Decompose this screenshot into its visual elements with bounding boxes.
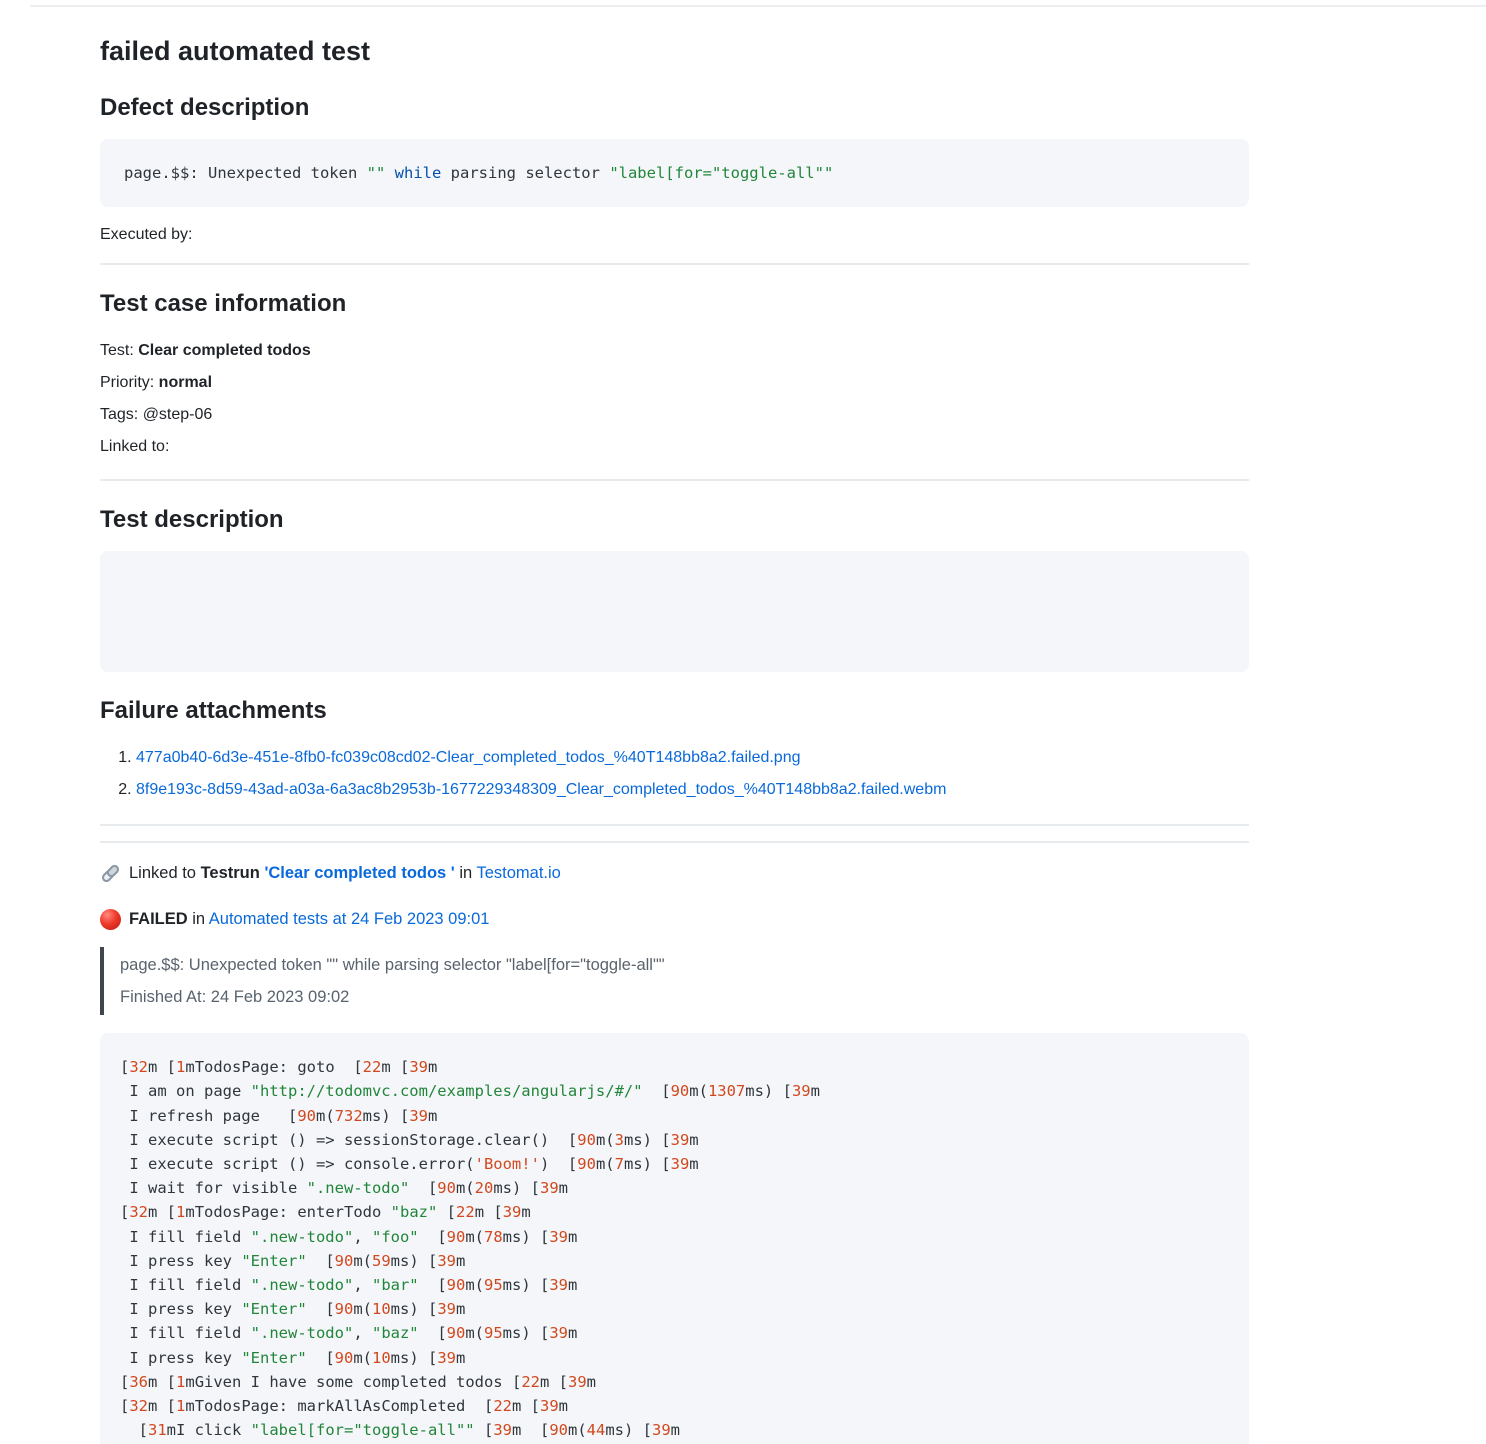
- code-segment: ,: [353, 1324, 372, 1343]
- error-blockquote: [100, 947, 1249, 1015]
- code-segment: 32: [129, 1058, 149, 1077]
- code-segment: [: [642, 1082, 671, 1101]
- code-segment: 1: [176, 1058, 186, 1077]
- code-segment: m [: [511, 1396, 540, 1415]
- code-segment: I press key: [120, 1348, 242, 1367]
- testomat-link[interactable]: Testomat.io: [476, 864, 561, 883]
- code-segment: I am on page: [120, 1082, 251, 1101]
- info-value: @step-06: [142, 406, 213, 424]
- test-case-info: [100, 335, 1249, 463]
- code-segment: m [: [148, 1203, 177, 1222]
- terminal-line: [120, 1297, 1229, 1321]
- terminal-output-block: [100, 1033, 1249, 1444]
- code-segment: 10: [372, 1300, 391, 1319]
- testrun-link[interactable]: 'Clear completed todos ': [264, 864, 455, 883]
- code-segment: 1307: [707, 1082, 746, 1101]
- finished-at: Finished At: 24 Feb 2023 09:02: [120, 988, 350, 1007]
- code-segment: 39: [652, 1421, 671, 1440]
- attachment-item: [136, 742, 1249, 774]
- code-segment: mTodosPage: goto [: [185, 1058, 363, 1077]
- code-segment: m [: [511, 1421, 550, 1440]
- section-divider: [100, 841, 1249, 843]
- info-value: normal: [158, 374, 213, 392]
- code-segment: [: [409, 1179, 438, 1198]
- code-segment: 39: [493, 1421, 512, 1440]
- code-segment: 732: [334, 1106, 363, 1125]
- code-segment: m: [810, 1082, 820, 1101]
- attachment-item: [136, 774, 1249, 806]
- test-case-info-heading: Test case information: [100, 290, 347, 318]
- code-segment: m(: [689, 1082, 708, 1101]
- code-segment: 10: [372, 1348, 391, 1367]
- code-segment: 39: [539, 1179, 559, 1198]
- code-segment: m: [689, 1130, 699, 1149]
- code-segment: "Enter": [241, 1251, 307, 1270]
- code-segment: 39: [549, 1227, 569, 1246]
- code-segment: I fill field: [120, 1324, 251, 1343]
- code-segment: [: [418, 1275, 447, 1294]
- code-segment: m(: [315, 1106, 335, 1125]
- executed-by-label: Executed by:: [100, 226, 193, 244]
- code-segment: ) [: [539, 1154, 578, 1173]
- code-segment: "Enter": [241, 1300, 307, 1319]
- code-segment: m [: [148, 1058, 177, 1077]
- code-segment: 39: [670, 1130, 690, 1149]
- code-segment: m [: [148, 1372, 177, 1391]
- terminal-line: [120, 1128, 1229, 1152]
- code-segment: "label[for="toggle-all"": [250, 1421, 475, 1440]
- code-segment: m: [456, 1300, 466, 1319]
- terminal-line: [120, 1104, 1229, 1128]
- attachment-link[interactable]: 477a0b40-6d3e-451e-8fb0-fc039c08cd02-Clear_completed_todos_%40T148bb8a2.failed.png: [136, 749, 801, 767]
- code-segment: 39: [670, 1154, 690, 1173]
- code-segment: page.$$: Unexpected token: [124, 164, 367, 183]
- code-segment: I fill field: [120, 1275, 251, 1294]
- terminal-line: [120, 1346, 1229, 1370]
- code-segment: ms) [: [390, 1251, 438, 1270]
- code-segment: m: [568, 1227, 578, 1246]
- terminal-line: [120, 1249, 1229, 1273]
- code-segment: "baz": [390, 1203, 438, 1222]
- defect-description-heading: Defect description: [100, 94, 310, 122]
- code-segment: 32: [129, 1396, 149, 1415]
- code-segment: ,: [353, 1275, 372, 1294]
- code-segment: 36: [129, 1372, 149, 1391]
- code-segment: parsing selector: [441, 164, 610, 183]
- code-segment: mI click: [166, 1421, 251, 1440]
- code-segment: mTodosPage: enterTodo: [185, 1203, 391, 1222]
- code-segment: 39: [409, 1058, 429, 1077]
- code-segment: m [: [539, 1372, 568, 1391]
- info-row: [100, 431, 1249, 463]
- info-label: Test:: [100, 342, 139, 360]
- code-segment: m(: [353, 1300, 372, 1319]
- code-segment: m: [689, 1154, 699, 1173]
- code-segment: "label[for="toggle-all"": [609, 164, 834, 183]
- code-segment: ms) [: [502, 1227, 550, 1246]
- code-segment: I press key: [120, 1251, 242, 1270]
- code-segment: ms) [: [502, 1324, 550, 1343]
- code-segment: 39: [437, 1348, 457, 1367]
- info-row: [100, 335, 1249, 367]
- info-label: Priority:: [100, 374, 159, 392]
- code-segment: I press key: [120, 1300, 242, 1319]
- linked-testrun-text: Linked to Testrun 'Clear completed todos ' in Testomat.io: [129, 864, 561, 883]
- code-segment: mGiven I have some completed todos [: [185, 1372, 522, 1391]
- code-segment: I wait for visible: [120, 1179, 307, 1198]
- terminal-line: [120, 1152, 1229, 1176]
- code-segment: 90: [446, 1227, 466, 1246]
- red-circle-icon: [100, 909, 121, 930]
- code-segment: while: [394, 164, 442, 183]
- code-segment: m: [558, 1179, 568, 1198]
- code-segment: 39: [791, 1082, 811, 1101]
- page-title: failed automated test: [100, 36, 371, 66]
- code-segment: [: [120, 1372, 130, 1391]
- code-segment: m: [586, 1372, 596, 1391]
- code-segment: ms) [: [605, 1421, 652, 1440]
- code-segment: [: [418, 1324, 447, 1343]
- code-segment: m [: [381, 1058, 410, 1077]
- code-segment: mTodosPage: markAllAsCompleted [: [185, 1396, 494, 1415]
- code-segment: I refresh page [: [120, 1106, 298, 1125]
- code-segment: m: [456, 1251, 466, 1270]
- code-segment: m(: [465, 1324, 484, 1343]
- code-segment: [: [474, 1421, 494, 1440]
- error-message: page.$$: Unexpected token "" while parsing selector "label[for="toggle-all"": [120, 956, 665, 975]
- terminal-line: [120, 1394, 1229, 1418]
- code-segment: 22: [362, 1058, 382, 1077]
- code-segment: ".new-todo": [250, 1227, 354, 1246]
- code-segment: 39: [549, 1275, 569, 1294]
- code-segment: ms) [: [493, 1179, 540, 1198]
- link-chain-icon: [100, 863, 121, 884]
- code-segment: 1: [176, 1396, 186, 1415]
- info-value: Clear completed todos: [138, 342, 311, 360]
- code-segment: 22: [493, 1396, 512, 1415]
- code-segment: ".new-todo": [306, 1179, 410, 1198]
- code-segment: 1: [176, 1203, 186, 1222]
- code-segment: 3: [614, 1130, 624, 1149]
- section-divider: [100, 263, 1249, 265]
- terminal-line: [120, 1370, 1229, 1394]
- code-segment: m(: [595, 1154, 615, 1173]
- code-segment: ".new-todo": [250, 1275, 354, 1294]
- code-segment: ms) [: [362, 1106, 410, 1125]
- code-segment: 90: [334, 1300, 354, 1319]
- code-segment: I execute script () => console.error(: [120, 1154, 475, 1173]
- code-segment: 39: [437, 1300, 457, 1319]
- code-segment: "baz": [371, 1324, 419, 1343]
- code-segment: m(: [353, 1251, 372, 1270]
- terminal-line: [120, 1200, 1229, 1224]
- failure-attachments-heading: Failure attachments: [100, 697, 327, 725]
- code-segment: 90: [437, 1179, 456, 1198]
- code-segment: ms) [: [745, 1082, 792, 1101]
- code-segment: 90: [297, 1106, 316, 1125]
- terminal-line: [120, 1273, 1229, 1297]
- code-segment: m(: [595, 1130, 615, 1149]
- code-segment: m(: [353, 1348, 372, 1367]
- code-segment: I execute script () => sessionStorage.clear() [: [120, 1130, 578, 1149]
- code-segment: m: [456, 1348, 466, 1367]
- code-segment: 39: [549, 1324, 569, 1343]
- code-segment: 90: [549, 1421, 568, 1440]
- testrun-label: Testrun: [200, 864, 260, 883]
- code-segment: [: [418, 1227, 447, 1246]
- code-segment: "Enter": [241, 1348, 307, 1367]
- failed-status-text: FAILED in Automated tests at 24 Feb 2023 09:01: [129, 910, 490, 929]
- info-row: [100, 399, 1249, 431]
- code-segment: m(: [465, 1275, 484, 1294]
- code-segment: m(: [455, 1179, 475, 1198]
- code-segment: 22: [521, 1372, 540, 1391]
- code-segment: [385, 164, 394, 182]
- attachment-list: [100, 742, 1249, 806]
- code-segment: 39: [409, 1106, 428, 1125]
- code-segment: ms) [: [502, 1275, 550, 1294]
- test-description-box: [100, 551, 1249, 672]
- code-segment: "foo": [371, 1227, 419, 1246]
- code-segment: 1: [176, 1372, 186, 1391]
- code-segment: 44: [586, 1421, 606, 1440]
- code-segment: ,: [353, 1227, 372, 1246]
- terminal-line: [120, 1055, 1229, 1079]
- code-segment: 95: [484, 1275, 503, 1294]
- code-segment: 90: [334, 1348, 354, 1367]
- code-segment: ".new-todo": [250, 1324, 354, 1343]
- issue-body: [100, 34, 1249, 1444]
- failed-status-line: [100, 907, 1249, 931]
- attachment-link[interactable]: 8f9e193c-8d59-43ad-a03a-6a3ac8b2953b-1677229348309_Clear_completed_todos_%40T148bb8a2.failed.webm: [136, 781, 947, 799]
- section-divider: [100, 824, 1249, 826]
- code-segment: 90: [670, 1082, 690, 1101]
- code-segment: m: [428, 1058, 438, 1077]
- code-segment: 90: [577, 1130, 596, 1149]
- code-segment: m: [558, 1396, 568, 1415]
- terminal-line: [120, 1418, 1229, 1442]
- code-segment: 90: [446, 1324, 466, 1343]
- code-segment: 90: [577, 1154, 596, 1173]
- code-segment: [: [120, 1421, 148, 1440]
- terminal-line: [120, 1079, 1229, 1103]
- top-divider: [30, 5, 1486, 7]
- code-segment: 39: [567, 1372, 587, 1391]
- code-segment: "bar": [371, 1275, 419, 1294]
- terminal-line: [120, 1176, 1229, 1200]
- test-description-heading: Test description: [100, 506, 284, 534]
- code-segment: 7: [614, 1154, 624, 1173]
- code-segment: "http://todomvc.com/examples/angularjs/#/": [250, 1082, 643, 1101]
- code-segment: I fill field: [120, 1227, 251, 1246]
- code-segment: m: [428, 1106, 438, 1125]
- code-segment: ms) [: [623, 1130, 671, 1149]
- code-segment: m: [521, 1203, 531, 1222]
- defect-code-block: [100, 139, 1249, 207]
- section-divider: [100, 479, 1249, 481]
- code-segment: [: [306, 1300, 335, 1319]
- code-segment: 95: [484, 1324, 503, 1343]
- code-segment: 'Boom!': [474, 1154, 540, 1173]
- code-segment: ms) [: [390, 1300, 438, 1319]
- linked-testrun-line: [100, 861, 1249, 885]
- terminal-line: [120, 1225, 1229, 1249]
- code-segment: m [: [474, 1203, 503, 1222]
- code-segment: m(: [465, 1227, 484, 1246]
- code-segment: 32: [129, 1203, 149, 1222]
- terminal-line: [120, 1321, 1229, 1345]
- code-segment: 90: [446, 1275, 466, 1294]
- code-segment: [: [306, 1251, 335, 1270]
- code-segment: 90: [334, 1251, 354, 1270]
- code-segment: m [: [148, 1396, 177, 1415]
- code-segment: m: [568, 1275, 578, 1294]
- code-segment: [: [120, 1396, 130, 1415]
- test-run-link[interactable]: Automated tests at 24 Feb 2023 09:01: [208, 910, 490, 929]
- code-segment: 39: [437, 1251, 457, 1270]
- code-segment: m: [670, 1421, 681, 1440]
- code-segment: [: [120, 1203, 130, 1222]
- code-segment: m: [568, 1324, 578, 1343]
- code-segment: 39: [502, 1203, 522, 1222]
- info-label: Tags:: [100, 406, 143, 424]
- code-segment: [: [120, 1058, 130, 1077]
- code-segment: ms) [: [390, 1348, 438, 1367]
- code-segment: 22: [456, 1203, 475, 1222]
- code-segment: 31: [148, 1421, 167, 1440]
- code-segment: [: [437, 1203, 457, 1222]
- code-segment: [: [306, 1348, 335, 1367]
- code-segment: ms) [: [623, 1154, 671, 1173]
- failed-label: FAILED: [129, 910, 188, 929]
- terminal-output: [120, 1055, 1229, 1442]
- code-segment: m(: [567, 1421, 587, 1440]
- info-row: [100, 367, 1249, 399]
- defect-code: [124, 163, 1225, 183]
- info-label: Linked to:: [100, 438, 170, 456]
- code-segment: "": [366, 164, 386, 183]
- code-segment: 78: [484, 1227, 503, 1246]
- code-segment: 39: [539, 1396, 559, 1415]
- code-segment: 20: [474, 1179, 494, 1198]
- code-segment: 59: [372, 1251, 391, 1270]
